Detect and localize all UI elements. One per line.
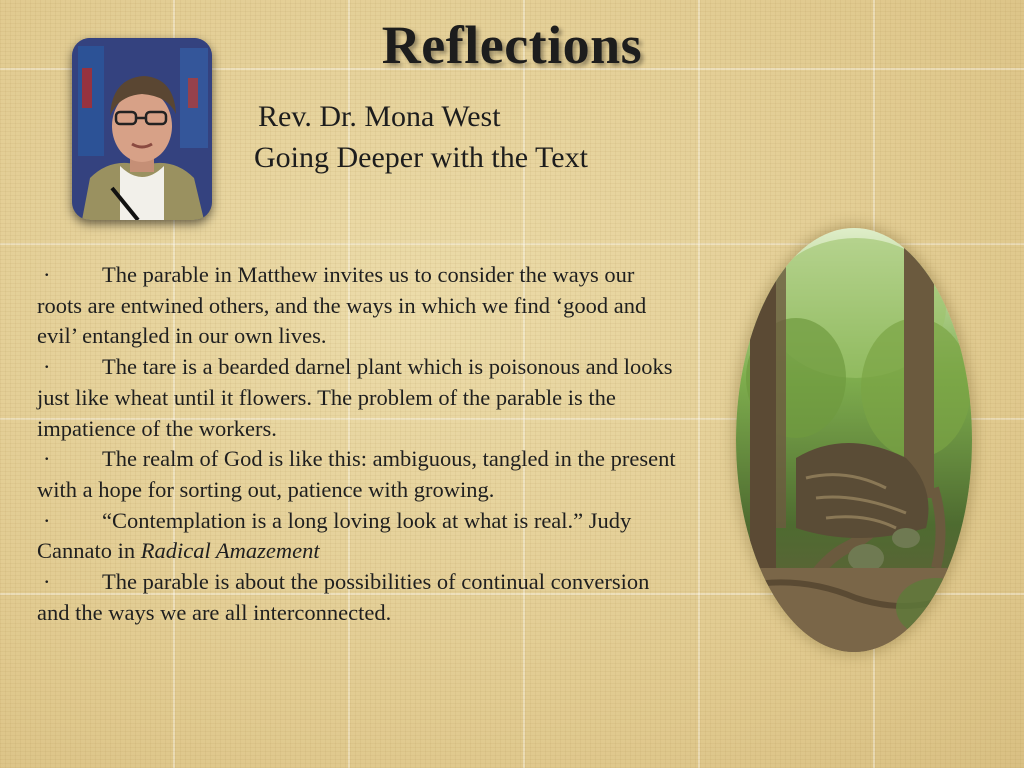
bullet-text: The parable is about the possibilities of continual conversion and the ways we are all interconnected.	[37, 569, 650, 625]
bullet-marker: ·	[43, 446, 51, 472]
bullet-marker: ·	[43, 262, 51, 287]
bullet-item	[37, 444, 677, 505]
speaker-name: Rev. Dr. Mona West	[258, 100, 501, 133]
bullet-text: The realm of God is like this: ambiguous, tangled in the present with a hope for sorting out, patience with growing.	[37, 446, 676, 502]
speaker-portrait	[72, 38, 212, 220]
bullet-item	[37, 352, 677, 444]
bullet-item	[37, 260, 677, 352]
bullet-marker: ·	[43, 569, 51, 595]
book-title: Radical Amazement	[140, 538, 320, 564]
bullet-text: “Contemplation is a long loving look at what is real.” Judy Cannato in	[37, 507, 632, 564]
talk-topic: Going Deeper with the Text	[254, 141, 588, 174]
bullet-item	[37, 506, 677, 567]
slide-title: Reflections	[381, 15, 643, 75]
forest-roots-image	[736, 228, 972, 652]
bullet-list	[37, 260, 677, 628]
bullet-marker: ·	[43, 507, 51, 533]
bullet-text: The tare is a bearded darnel plant which is poisonous and looks just like wheat until it flowers. The problem of the parable is the impatience of the workers.	[37, 354, 673, 441]
bullet-text: The parable in Matthew invites us to consider the ways our roots are entwined others, and the ways in which we find ‘good and evil’ entangled in our own lives.	[37, 262, 647, 349]
bullet-item	[37, 567, 677, 628]
bullet-marker: ·	[43, 354, 51, 380]
